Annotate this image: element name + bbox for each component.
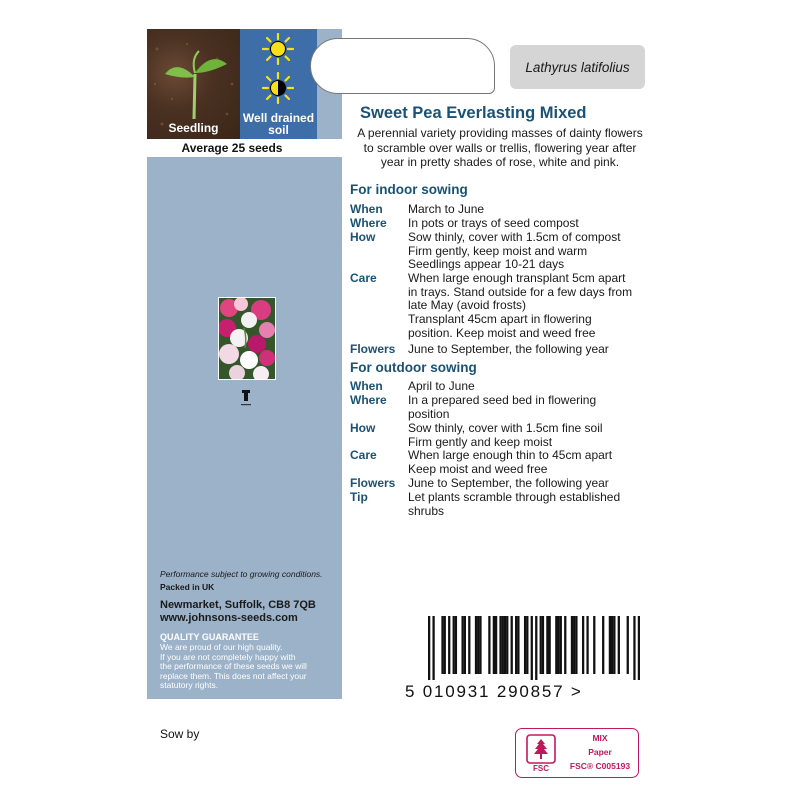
row-key: Tip: [350, 490, 368, 504]
row-value: June to September, the following year: [408, 342, 609, 356]
barcode-number: 5 010931 290857 >: [405, 682, 583, 701]
row-key: How: [350, 421, 376, 435]
row-key: Care: [350, 271, 377, 285]
row-value: March to June: [408, 202, 485, 216]
barcode-bar: [441, 616, 443, 674]
barcode-bar: [627, 616, 629, 674]
soil-label: [240, 112, 317, 136]
product-title: Sweet Pea Everlasting Mixed: [360, 104, 587, 122]
sow-by-date-box: [310, 38, 495, 94]
quality-line: replace them. This does not affect your: [160, 670, 307, 681]
barcode-bar: [524, 616, 526, 674]
barcode-bar: [571, 616, 573, 674]
barcode-bar: [444, 616, 446, 674]
packed-in-uk: Packed in UK: [160, 582, 215, 592]
fsc-logo-text: FSC: [533, 764, 549, 773]
row-key: Where: [350, 216, 387, 230]
fsc-mix: MIX: [592, 733, 608, 743]
barcode-bar: [464, 616, 466, 674]
quality-guarantee-title: QUALITY GUARANTEE: [160, 632, 259, 642]
barcode-bar: [477, 616, 479, 674]
barcode-bar: [618, 616, 620, 674]
barcode-bar: [511, 616, 513, 674]
barcode-bar: [582, 616, 584, 674]
seedling-label: Seedling: [168, 121, 219, 135]
barcode-bar: [526, 616, 528, 674]
barcode-bar: [468, 616, 470, 674]
barcode-bar: [549, 616, 551, 674]
row-key: How: [350, 230, 376, 244]
barcode-bar: [542, 616, 544, 674]
barcode-bar: [455, 616, 457, 674]
barcode-bar: [557, 616, 559, 674]
performance-note: Performance subject to growing conditions.: [160, 569, 323, 579]
barcode-bar: [535, 616, 537, 680]
barcode-bar: [493, 616, 495, 674]
barcode-bar: [502, 616, 504, 674]
fsc-paper: Paper: [588, 747, 612, 757]
barcode-bar: [613, 616, 615, 674]
barcode-bar: [428, 616, 430, 680]
barcode-bar: [506, 616, 508, 674]
johnsons-logo-icon: [240, 389, 252, 411]
barcode-bar: [432, 616, 434, 680]
row-value: position. Keep moist and weed free: [408, 325, 596, 340]
barcode-bar: [593, 616, 595, 674]
row-value: late May (avoid frosts): [408, 298, 527, 313]
row-value: June to September, the following year: [408, 476, 609, 490]
row-value: Transplant 45cm apart in flowering: [408, 312, 592, 327]
barcode: [428, 616, 640, 680]
description-line: A perennial variety providing masses of dainty flowers: [357, 126, 643, 140]
barcode-bar: [517, 616, 519, 674]
quality-line: the performance of these seeds we will: [160, 661, 307, 671]
half-sun-icon: [262, 72, 294, 104]
row-key: When: [350, 379, 383, 393]
barcode-bar: [479, 616, 481, 674]
row-value: Keep moist and weed free: [408, 461, 548, 476]
barcode-bar: [504, 616, 506, 674]
fsc-code: FSC® C005193: [569, 761, 631, 771]
row-value: When large enough transplant 5cm apart: [408, 271, 626, 285]
barcode-bar: [495, 616, 497, 674]
quality-line: statutory rights.: [160, 680, 219, 690]
row-key: Flowers: [350, 476, 396, 490]
row-value: in trays. Stand outside for a few days from: [408, 284, 633, 299]
row-value: When large enough thin to 45cm apart: [408, 448, 613, 462]
barcode-bar: [540, 616, 542, 674]
row-key: When: [350, 202, 383, 216]
barcode-bar: [609, 616, 611, 674]
barcode-bar: [573, 616, 575, 674]
barcode-bar: [531, 616, 533, 680]
row-value: Firm gently and keep moist: [408, 434, 553, 449]
fsc-tree-icon: [526, 734, 556, 764]
sun-icon: [262, 33, 294, 65]
sweet-pea-flower-photo: [218, 297, 276, 380]
soil-label-line2: soil: [268, 123, 289, 137]
row-value: position: [408, 406, 450, 421]
barcode-bar: [638, 616, 640, 680]
row-key: Flowers: [350, 342, 396, 356]
latin-name: Lathyrus latifolius: [525, 60, 630, 75]
barcode-bar: [564, 616, 566, 674]
barcode-bar: [461, 616, 463, 674]
row-key: Where: [350, 393, 387, 407]
barcode-bar: [611, 616, 613, 674]
product-description: [350, 126, 650, 170]
description-line: to scramble over walls or trellis, flowering year after: [363, 140, 637, 155]
barcode-bar: [602, 616, 604, 674]
row-value: In pots or trays of seed compost: [408, 216, 579, 230]
quality-line: If you are not completely happy with: [160, 651, 296, 662]
sow-by-label: Sow by: [160, 727, 200, 741]
row-value: In a prepared seed bed in flowering: [408, 393, 597, 407]
barcode-bar: [475, 616, 477, 674]
row-value: Sow thinly, cover with 1.5cm fine soil: [408, 421, 603, 435]
outdoor-sowing-title: For outdoor sowing: [350, 360, 477, 375]
soil-label-line1: Well drained: [242, 111, 315, 125]
quality-line: We are proud of our high quality.: [160, 642, 283, 652]
barcode-bar: [448, 616, 450, 674]
seed-count: Average 25 seeds: [181, 141, 283, 155]
indoor-sowing-title: For indoor sowing: [350, 182, 468, 197]
barcode-bar: [499, 616, 501, 674]
barcode-bar: [586, 616, 588, 674]
barcode-bar: [546, 616, 548, 674]
barcode-bar: [488, 616, 490, 674]
row-value: April to June: [408, 379, 475, 393]
quality-guarantee-text: [160, 643, 340, 691]
row-value: shrubs: [408, 503, 445, 518]
barcode-bar: [575, 616, 577, 674]
barcode-bar: [453, 616, 455, 674]
row-value: Firm gently, keep moist and warm: [408, 243, 588, 258]
company-website: www.johnsons-seeds.com: [160, 612, 298, 624]
barcode-bar: [555, 616, 557, 674]
description-line: year in pretty shades of rose, white and pink.: [380, 155, 620, 169]
barcode-bar: [633, 616, 635, 680]
row-value: Let plants scramble through established: [408, 490, 621, 504]
barcode-bar: [560, 616, 562, 674]
company-address: Newmarket, Suffolk, CB8 7QB: [160, 599, 316, 611]
barcode-bar: [515, 616, 517, 674]
row-value: Sow thinly, cover with 1.5cm of compost: [408, 230, 621, 244]
row-value: Seedlings appear 10-21 days: [408, 257, 565, 272]
row-key: Care: [350, 448, 377, 462]
